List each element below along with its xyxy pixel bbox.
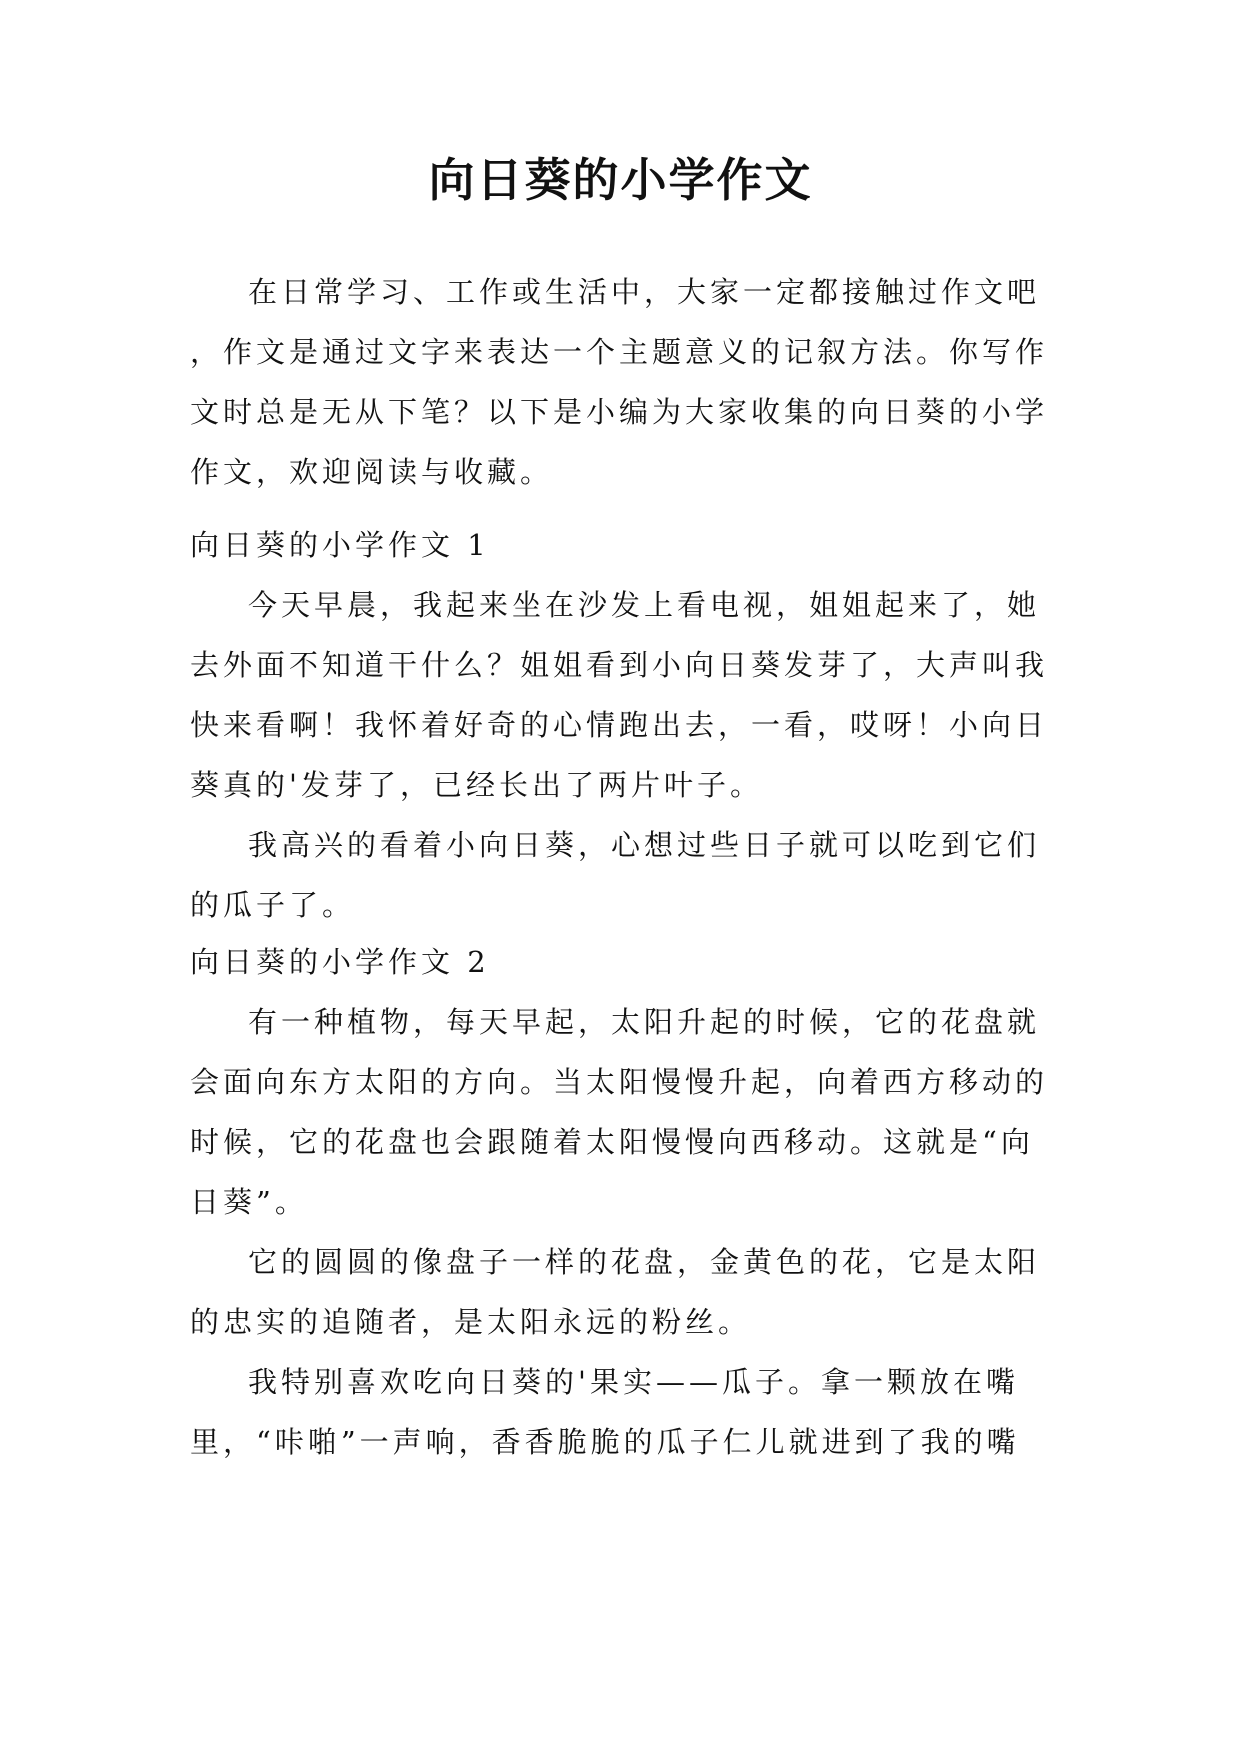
section-heading: 向日葵的小学作文 2 xyxy=(190,945,490,979)
section-2 xyxy=(190,932,1050,1472)
page-title: 向日葵的小学作文 xyxy=(428,153,813,207)
section-paragraph: 有一种植物，每天早起，太阳升起的时候，它的花盘就会面向东方太阳的方向。当太阳慢慢升起，向着西方移动的时候，它的花盘也会跟随着太阳慢慢向西移动。这就是“向日葵”。 xyxy=(190,1005,1049,1219)
section-1 xyxy=(190,515,1050,935)
section-paragraph: 我高兴的看着小向日葵，心想过些日子就可以吃到它们的瓜子了。 xyxy=(190,828,1041,922)
section-paragraph: 它的圆圆的像盘子一样的花盘，金黄色的花，它是太阳的忠实的追随者，是太阳永远的粉丝。 xyxy=(190,1245,1041,1339)
section-paragraph: 今天早晨，我起来坐在沙发上看电视，姐姐起来了，她去外面不知道干什么？姐姐看到小向日葵发芽了，大声叫我快来看啊！我怀着好奇的心情跑出去，一看，哎呀！小向日葵真的'发芽了，已经长出了两片叶子。 xyxy=(190,588,1049,802)
intro-paragraph: 在日常学习、工作或生活中，大家一定都接触过作文吧，作文是通过文字来表达一个主题意义的记叙方法。你写作文时总是无从下笔？以下是小编为大家收集的向日葵的小学作文，欢迎阅读与收藏。 xyxy=(190,275,1049,489)
intro-block xyxy=(190,262,1050,502)
section-heading: 向日葵的小学作文 1 xyxy=(190,528,490,562)
section-paragraph: 我特别喜欢吃向日葵的'果实——瓜子。拿一颗放在嘴里，“咔啪”一声响，香香脆脆的瓜子仁儿就进到了我的嘴 xyxy=(190,1365,1020,1459)
